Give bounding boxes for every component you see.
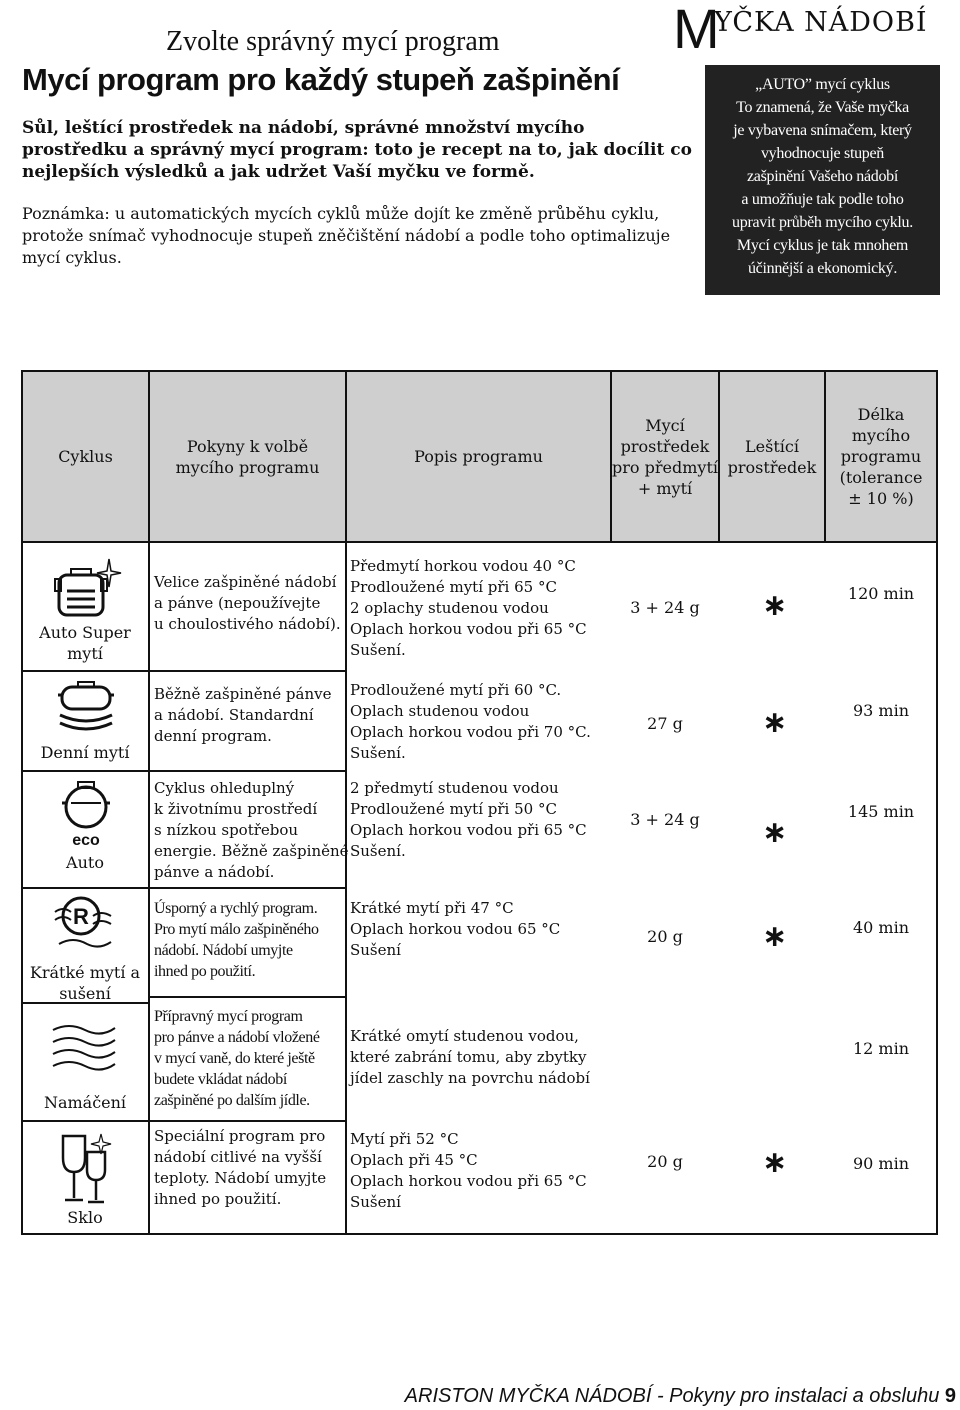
description-text: Prodloužené mytí při 60 °C. Oplach studenou vodou Oplach horkou vodou při 70 °C. Sušení. xyxy=(350,681,591,762)
r-waves-icon xyxy=(53,892,115,960)
rinse-aid-star: ∗ xyxy=(762,588,788,623)
duration-value: 145 min xyxy=(847,802,915,821)
instruction-text: Úsporný a rychlý program. Pro mytí málo zašpiněného nádobí. Nádobí umyjte ihned po použití. xyxy=(154,900,319,980)
instruction-text: Velice zašpiněné nádobí a pánve (nepoužívejte u choulostivého nádobí). xyxy=(154,573,341,633)
auto-box-line: je vybavena snímačem, který xyxy=(733,122,912,139)
header-instructions: Pokyny k volbě mycího programu xyxy=(175,436,320,477)
column-divider xyxy=(610,372,612,541)
column-divider xyxy=(148,372,150,1233)
wine-glasses-icon xyxy=(57,1132,115,1208)
detergent-amount: 3 + 24 g xyxy=(630,810,700,829)
auto-box-line: Mycí cyklus je tak mnohem xyxy=(736,237,909,254)
cycle-name: Auto Super mytí xyxy=(39,623,131,663)
pot-sparkle-icon xyxy=(51,557,123,623)
auto-box-line: účinnější a ekonomický. xyxy=(747,260,898,277)
cycle-name: Namáčení xyxy=(43,1093,127,1112)
column-divider xyxy=(824,372,826,541)
cycle-name: Sklo xyxy=(67,1208,103,1227)
row-divider xyxy=(23,670,345,672)
header-cycle: Cyklus xyxy=(58,447,113,466)
detergent-amount: 20 g xyxy=(647,1152,683,1171)
row-divider xyxy=(23,770,345,772)
auto-box-line: upravit průběh mycího cyklu. xyxy=(732,214,913,231)
rinse-aid-star: ∗ xyxy=(762,1145,788,1180)
description-text: Krátké omytí studenou vodou, které zabrání tomu, aby zbytky jídel zaschly na povrchu nádobí xyxy=(350,1027,590,1087)
auto-box-line: „AUTO” mycí cyklus xyxy=(755,76,890,93)
note-paragraph: Poznámka: u automatických mycích cyklů může dojít ke změně průběhu cyklu, protože snímač vyhodnocuje stupeň zněčištění nádobí a podle toho optimalizuje mycí cyklus. xyxy=(22,204,671,267)
rinse-aid-star: ∗ xyxy=(762,815,788,850)
section-title: YČKA NÁDOBÍ xyxy=(714,7,928,38)
cycle-name: Krátké mytí a sušení xyxy=(29,963,141,1003)
header-duration: Délka mycího programu (tolerance ± 10 %) xyxy=(839,405,923,508)
instruction-text: Speciální program pro nádobí citlivé na vyšší teploty. Nádobí umyjte ihned po použití. xyxy=(154,1127,327,1208)
eco-pot-icon xyxy=(59,777,113,849)
duration-value: 120 min xyxy=(847,584,915,603)
auto-box-line: vyhodnocuje stupeň xyxy=(760,145,885,162)
rinse-aid-star: ∗ xyxy=(762,705,788,740)
svg-text:R: R xyxy=(73,904,89,929)
stacked-dishes-icon xyxy=(56,677,116,739)
row-divider xyxy=(148,996,345,998)
section-initial: M xyxy=(673,0,720,60)
rinse-aid-star: ∗ xyxy=(762,919,788,954)
cycle-name: Auto xyxy=(66,853,104,872)
header-description: Popis programu xyxy=(414,447,543,466)
program-table xyxy=(21,370,938,1235)
instruction-text: Cyklus ohleduplný k životnímu prostředí s nízkou spotřebou energie. Běžně zašpiněné pánve a nádobí. xyxy=(154,779,349,881)
page-footer: ARISTON MYČKA NÁDOBÍ - Pokyny pro instalaci a obsluhu 9 xyxy=(404,1385,956,1407)
duration-value: 90 min xyxy=(852,1154,910,1173)
row-divider xyxy=(23,887,345,889)
row-divider xyxy=(23,1120,345,1122)
auto-box-line: To znamená, že Vaše myčka xyxy=(736,99,909,116)
auto-box-line: zašpinění Vašeho nádobí xyxy=(747,168,898,185)
cycle-name: Denní mytí xyxy=(40,743,130,762)
svg-text:eco: eco xyxy=(72,832,100,849)
description-text: Mytí při 52 °C Oplach při 45 °C Oplach horkou vodou při 65 °C Sušení xyxy=(350,1130,587,1211)
description-text: Předmytí horkou vodou 40 °C Prodloužené mytí při 65 °C 2 oplachy studenou vodou Oplach horkou vodou při 65 °C Sušení. xyxy=(350,557,587,659)
instruction-text: Přípravný mycí program pro pánve a nádobí vložené v mycí vaně, do které ještě budete vkládat nádobí zašpiněné po dalším jídle. xyxy=(154,1008,320,1109)
page-subtitle: Zvolte správný mycí program xyxy=(166,26,500,57)
detergent-amount: 27 g xyxy=(647,714,683,733)
column-divider xyxy=(718,372,720,541)
auto-box-line: a umožňuje tak podle toho xyxy=(741,191,904,208)
intro-paragraph: Sůl, leštící prostředek na nádobí, správné množství mycího prostředku a správný mycí program: toto je recept na to, jak docílit co nejlepších výsledků a jak udržet Vaší myčku ve formě. xyxy=(22,118,692,182)
header-rinse: Leštící prostředek xyxy=(727,436,817,477)
description-text: Krátké mytí při 47 °C Oplach horkou vodou 65 °C Sušení xyxy=(350,899,561,959)
soak-waves-icon xyxy=(49,1020,119,1082)
duration-value: 93 min xyxy=(852,701,910,720)
duration-value: 40 min xyxy=(852,918,910,937)
detergent-amount: 20 g xyxy=(647,927,683,946)
duration-value: 12 min xyxy=(852,1039,910,1058)
description-text: 2 předmytí studenou vodou Prodloužené mytí při 50 °C Oplach horkou vodou při 65 °C Sušení. xyxy=(350,779,587,860)
header-detergent: Mycí prostředek pro předmytí + mytí xyxy=(612,415,718,498)
auto-cycle-box xyxy=(705,65,940,295)
instruction-text: Běžně zašpiněné pánve a nádobí. Standardní denní program. xyxy=(154,685,332,745)
page-title: Mycí program pro každý stupeň zašpinění xyxy=(22,62,620,97)
detergent-amount: 3 + 24 g xyxy=(630,598,700,617)
page-number: 9 xyxy=(944,1385,956,1407)
